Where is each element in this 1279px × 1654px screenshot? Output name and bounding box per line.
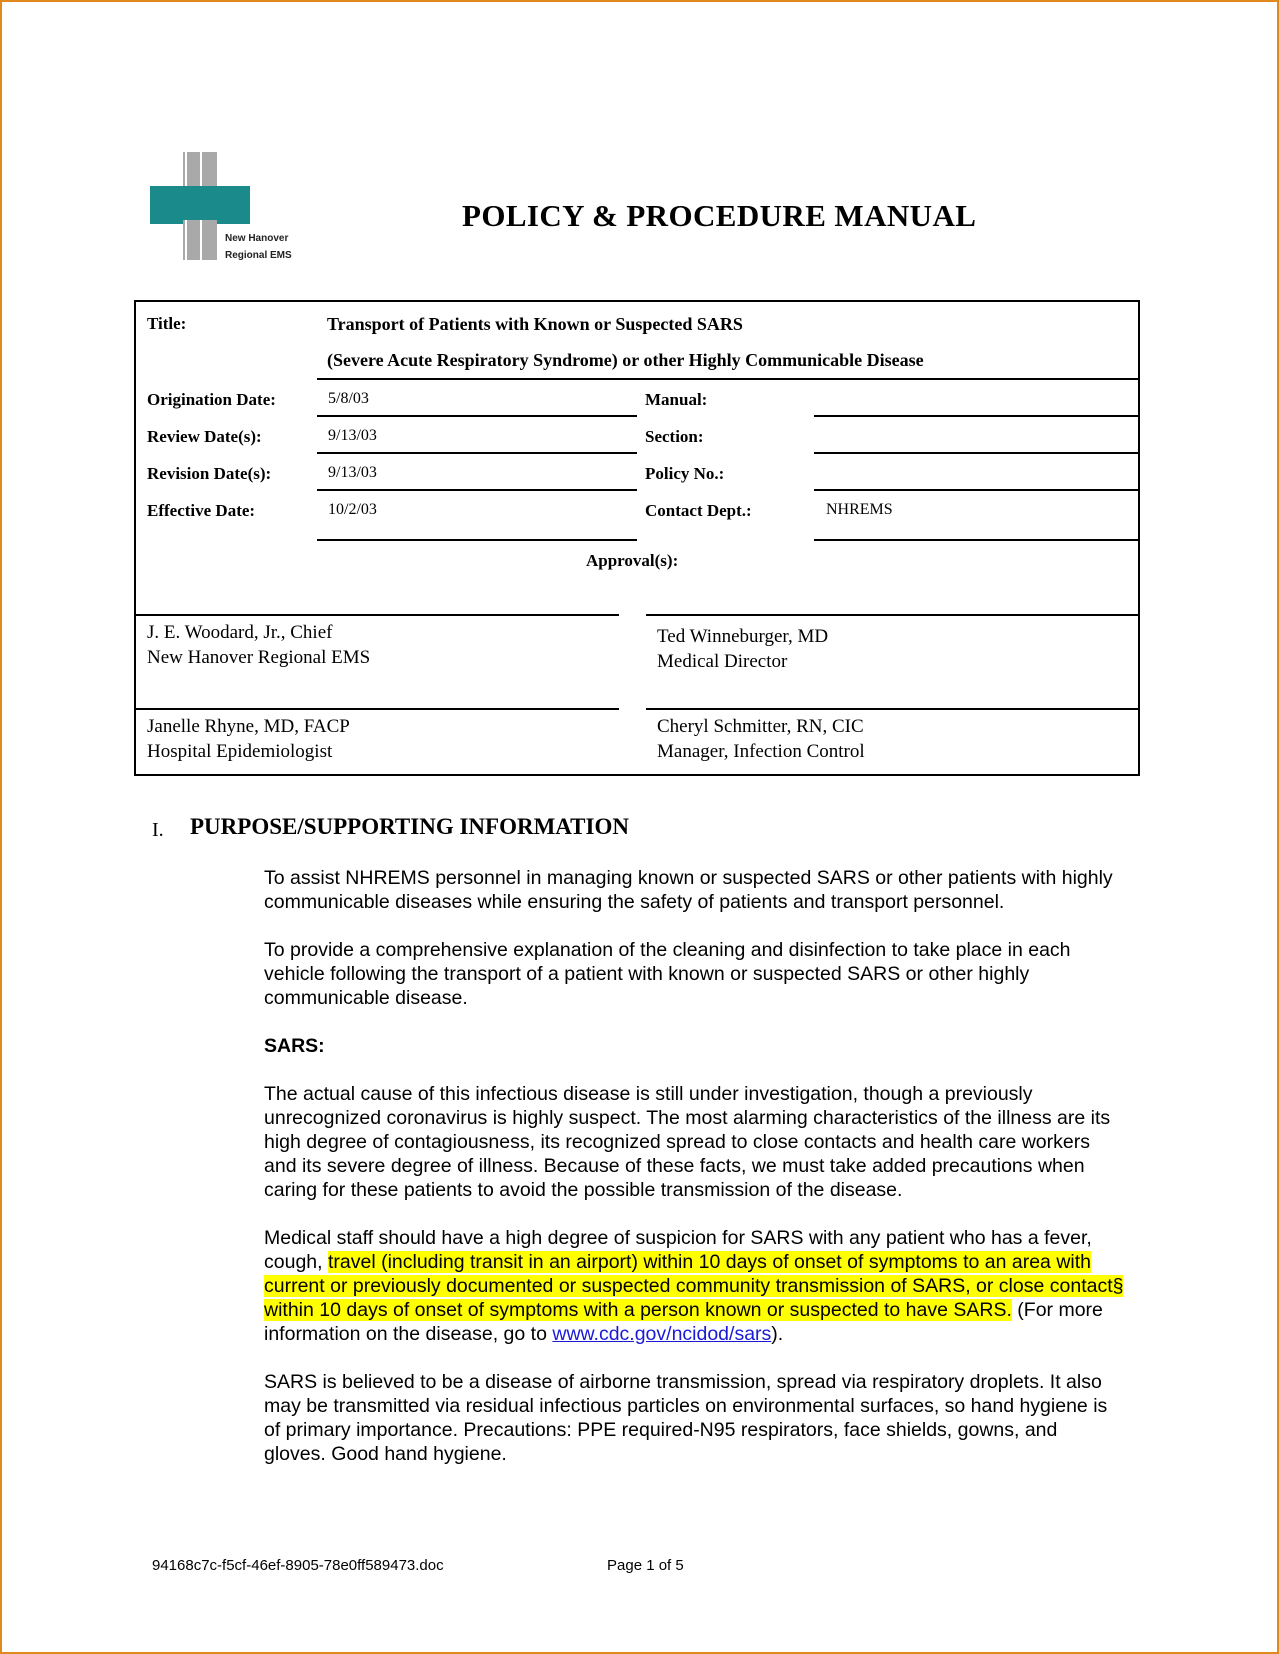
title-label: Title:: [147, 314, 187, 333]
signatory-name: Janelle Rhyne, MD, FACP: [147, 716, 350, 737]
effective-date-label: Effective Date:: [147, 501, 256, 520]
p4-start: Medical staff should have a high degree of suspicion for SARS with any patient who has a fever, cough,: [264, 1227, 1092, 1273]
section-heading: PURPOSE/SUPPORTING INFORMATION: [190, 814, 629, 839]
section-label: Section:: [645, 427, 704, 446]
manual-label: Manual:: [645, 390, 708, 409]
signatory-name: J. E. Woodard, Jr., Chief: [147, 622, 333, 643]
sars-paragraph-2: [264, 1226, 1124, 1346]
logo-line2: Regional EMS: [225, 250, 292, 261]
signatory-block: [147, 714, 350, 764]
divider: [317, 539, 637, 541]
divider: [646, 614, 1140, 616]
p4-end: ).: [771, 1323, 784, 1345]
signatory-block: [147, 620, 370, 670]
logo-caption: [225, 230, 292, 264]
purpose-paragraph-1: To assist NHREMS personnel in managing known or suspected SARS or other patients with highly communicable diseases while ensuring the safety of patients and transport personnel.: [264, 867, 1113, 913]
cdc-sars-link[interactable]: www.cdc.gov/ncidod/sars: [552, 1323, 772, 1345]
purpose-paragraph-2: To provide a comprehensive explanation of the cleaning and disinfection to take place in each vehicle following the transport of a patient with known or suspected SARS or other highly communicable disease.: [264, 939, 1071, 1009]
highlighted-text: travel (including transit in an airport) within 10 days of onset of symptoms to an area with current or previously documented or suspected community transmission of SARS, or close contact§ within 10 days of onset of symptoms with a person known or suspected to have SARS.: [264, 1251, 1124, 1321]
policy-title-line2: (Severe Acute Respiratory Syndrome) or other Highly Communicable Disease: [327, 350, 924, 370]
signatory-name: Ted Winneburger, MD: [657, 626, 829, 647]
document-title: POLICY & PROCEDURE MANUAL: [462, 198, 977, 233]
approvals-label: Approval(s):: [586, 551, 679, 570]
p4-mid: (For more information on the disease, go to: [264, 1299, 1103, 1345]
policy-info-table: [134, 300, 1140, 776]
signatory-role: Hospital Epidemiologist: [147, 741, 333, 762]
section-number: I.: [152, 819, 164, 841]
sars-heading: [264, 1034, 1124, 1058]
footer-filename: 94168c7c-f5cf-46ef-8905-78e0ff589473.doc: [152, 1557, 444, 1574]
divider: [136, 708, 619, 710]
footer-page-number: Page 1 of 5: [607, 1557, 684, 1574]
divider: [317, 489, 637, 491]
divider: [814, 489, 1140, 491]
signatory-role: New Hanover Regional EMS: [147, 647, 371, 668]
divider: [646, 708, 1140, 710]
sars-heading-text: SARS:: [264, 1035, 325, 1057]
signatory-block: [657, 624, 828, 674]
logo-line1: New Hanover: [225, 233, 289, 244]
origination-date-value: 5/8/03: [328, 390, 369, 407]
divider: [136, 614, 619, 616]
divider: [317, 415, 637, 417]
contact-dept-value: NHREMS: [826, 501, 893, 518]
sars-paragraph-1: The actual cause of this infectious disease is still under investigation, though a previously unrecognized coronavirus is highly suspect. The most alarming characteristics of the illness are its high degree of contagiousness, its recognized spread to close contacts and health care workers and its severe degree of illness. Because of these facts, we must take added precautions when caring for these patients to avoid the possible transmission of the disease.: [264, 1083, 1111, 1201]
signatory-role: Medical Director: [657, 651, 788, 672]
sars-paragraph-3: SARS is believed to be a disease of airborne transmission, spread via respiratory droplets. It also may be transmitted via residual infectious particles on environmental surfaces, so hand hygiene is of primary importance. Precautions: PPE required-N95 respirators, face shields, gowns, and gloves. Good hand hygiene.: [264, 1371, 1108, 1465]
divider: [317, 452, 637, 454]
review-date-label: Review Date(s):: [147, 427, 262, 446]
divider: [814, 415, 1140, 417]
divider: [814, 539, 1140, 541]
revision-date-label: Revision Date(s):: [147, 464, 272, 483]
signatory-block: [657, 714, 865, 764]
signatory-role: Manager, Infection Control: [657, 741, 865, 762]
review-date-value: 9/13/03: [328, 427, 377, 444]
origination-date-label: Origination Date:: [147, 390, 276, 409]
divider: [317, 378, 1140, 380]
contact-dept-label: Contact Dept.:: [645, 501, 752, 520]
policy-no-label: Policy No.:: [645, 464, 725, 483]
effective-date-value: 10/2/03: [328, 501, 377, 518]
divider: [814, 452, 1140, 454]
policy-title-line1: Transport of Patients with Known or Suspected SARS: [327, 314, 743, 334]
revision-date-value: 9/13/03: [328, 464, 377, 481]
signatory-name: Cheryl Schmitter, RN, CIC: [657, 716, 864, 737]
